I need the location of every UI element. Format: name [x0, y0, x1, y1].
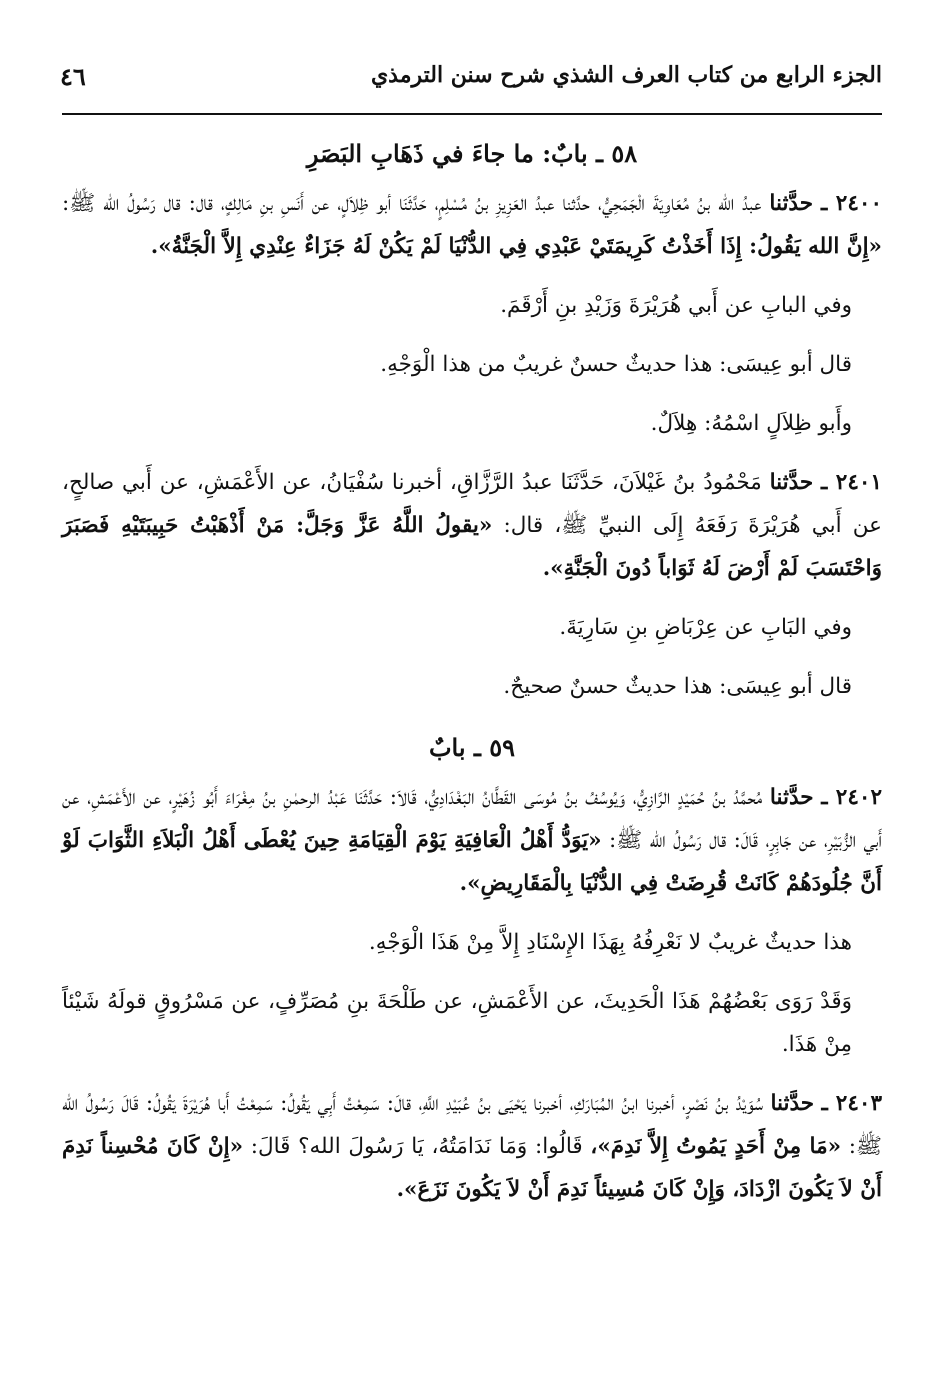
running-title: الجزء الرابع من كتاب العرف الشذي شرح سنن الترمذي	[370, 62, 882, 88]
matn-text: «إِنَّ الله يَقُولُ: إِذَا أَخَذْتُ كَرِيمَتَيْ عَبْدِي فِي الدُّنْيَا لَمْ يَكُنْ لَهُ جَزَاءٌ عِنْدِي إِلاَّ الْجَنَّةُ».	[150, 234, 882, 259]
haddathana-word: حدَّثنا	[769, 470, 814, 495]
matn-text: «إِنْ كَانَ مُحْسِناً نَدِمَ أَنْ لاَ يَكُونَ ازْدَادَ، وَإِنْ كَانَ مُسِيئاً نَدِمَ أَنْ لاَ يَكُونَ نَزَعَ».	[62, 1134, 882, 1202]
abu-isa-note: قال أبو عِيسَى: هذا حديثٌ حسنٌ صحيحٌ.	[503, 674, 852, 699]
bab-note: وفي البَابِ عن عِرْبَاضِ بنِ سَارِيَةَ.	[559, 615, 852, 640]
page-number: ٤٦	[60, 62, 86, 91]
riwaya-note: وَقَدْ رَوَى بَعْضُهُمْ هَذَا الْحَدِيثَ، عن الأَعْمَشِ، عن طَلْحَةَ بنِ مُصَرِّفٍ، عن مَسْرُوقٍ قولَهُ شَيْئاً مِنْ هَذَا.	[62, 989, 852, 1057]
hadith-2400	[62, 182, 882, 268]
hadith-number: ٢٤٠٠ ـ	[820, 191, 882, 216]
hadith-number: ٢٤٠٣ ـ	[821, 1091, 882, 1116]
matn-text: «يَوَدُّ أَهْلُ الْعَافِيَةِ يَوْمَ الْقِيَامَةِ حِينَ يُعْطَى أَهْلُ الْبَلاَءِ الثَّوَابَ لَوْ أَنَّ جُلُودَهُمْ كَانَتْ قُرِضَتْ فِي الدُّنْيَا بِالْمَقَارِيضِ».	[62, 828, 882, 896]
gharib-note: هذا حديثٌ غريبٌ لا نَعْرِفُهُ بِهَذَا الإِسْنَادِ إِلاَّ مِنْ هَذَا الْوَجْهِ.	[368, 930, 852, 955]
dialogue-text: قَالُوا: وَمَا نَدَامَتُهُ، يَا رَسُولَ الله؟ قَالَ:	[250, 1134, 583, 1159]
isnad-text: عبدُ الله بنُ مُعَاوِيَةَ الْجَمَحِيُّ، حدَّثنا عبدُ العَزِيزِ بنُ مُسْلِمٍ، حَدَّثَنَا أبو ظِلاَلٍ، عن أَنَسِ بنِ مَالِكٍ، قال: قال رَسُولُ الله ﷺ:	[62, 191, 762, 216]
isnad-text: سُوَيْدُ بنُ نَصْرٍ، أخبرنا ابنُ المُبَارَكِ، أخبرنا يَحْيَى بنُ عُبَيْدِ اللَّهِ، قالَ: سَمِعْتُ أَبِي يَقُولُ: سَمِعْتُ أَبا هُرَيْرَةَ يَقُولُ: قَالَ رَسُولُ الله ﷺ:	[62, 1091, 882, 1159]
matn-text: «مَا مِنْ أَحَدٍ يَمُوتُ إِلاَّ نَدِمَ»،	[590, 1134, 842, 1159]
hadith-2403	[62, 1082, 882, 1211]
chapter-58-title: ٥٨ ـ بابٌ: ما جاءَ في ذَهَابِ البَصَرِ	[306, 139, 638, 168]
bab-note: وفي البابِ عن أَبي هُرَيْرَةَ وَزَيْدِ بنِ أَرْقَمَ.	[500, 293, 852, 318]
haddathana-word: حدَّثنا	[769, 191, 814, 216]
page-body	[62, 136, 882, 1227]
hadith-2402	[62, 776, 882, 905]
hadith-number: ٢٤٠١ ـ	[821, 470, 882, 495]
header-rule	[62, 113, 882, 115]
abu-isa-note: قال أبو عِيسَى: هذا حديثٌ حسنٌ غريبٌ من هذا الْوَجْهِ.	[380, 352, 852, 377]
isnad-text: مُحمَّدُ بنُ حُمَيْدٍ الرَّازِيُّ، وَيُوسُفُ بنُ مُوسَى القَطَّانُ البَغْدَادِيُّ، قَالاَ: حَدَّثَنَا عَبْدُ الرحمٰنِ بنُ مِغْرَاءَ أَبُو زُهَيْرٍ، عن الأَعْمَشِ، عن أَبي الزُّبَيْرِ، عن جَابِرٍ، قَالَ: قال رَسُولُ الله ﷺ:	[62, 785, 882, 853]
page-header	[60, 62, 882, 102]
chapter-59-title: ٥٩ ـ بابٌ	[428, 733, 516, 762]
haddathana-word: حدَّثنا	[770, 1091, 815, 1116]
haddathana-word: حدَّثنا	[769, 785, 814, 810]
hadith-number: ٢٤٠٢ ـ	[821, 785, 882, 810]
matn-text: «يقولُ اللَّهُ عَزَّ وَجَلَّ: مَنْ أَذْهَبْتُ حَبِيبَتَيْهِ فَصَبَرَ وَاحْتَسَبَ لَمْ أَرْضَ لَهُ ثَوَاباً دُونَ الْجَنَّةِ».	[62, 513, 882, 581]
isnad-text: مَحْمُودُ بنُ غَيْلاَنَ، حَدَّثَنَا عبدُ الرَّزَّاقِ، أخبرنا سُفْيَانُ، عن الأَعْمَشِ، عن أَبي صالحٍ، عن أَبي هُرَيْرَةَ رَفَعَهُ إِلَى النبيِّ ﷺ، قال:	[62, 470, 882, 538]
hadith-2401	[62, 461, 882, 590]
narrator-name-note: وأَبو ظِلاَلٍ اسْمُهُ: هِلاَلٌ.	[650, 411, 852, 436]
